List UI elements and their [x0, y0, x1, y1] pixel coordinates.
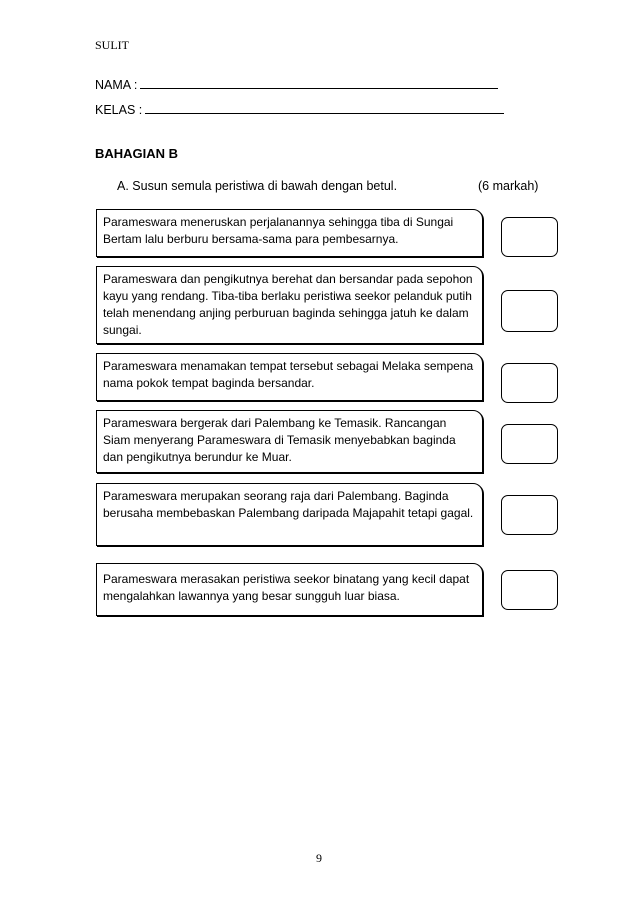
name-input-line[interactable] — [140, 76, 498, 89]
page-number: 9 — [316, 851, 322, 865]
event-box-4 — [96, 410, 483, 473]
event-box-5 — [96, 483, 483, 546]
answer-box-2[interactable] — [501, 290, 558, 332]
classification-label: SULIT — [95, 38, 129, 52]
answer-box-1[interactable] — [501, 217, 558, 257]
event-text-5: Parameswara merupakan seorang raja dari Palembang. Baginda berusaha membebaskan Palembang daripada Majapahit tetapi gagal. — [103, 489, 474, 520]
event-box-2 — [96, 266, 483, 344]
event-box-6 — [96, 563, 483, 616]
event-text-4: Parameswara bergerak dari Palembang ke Temasik. Rancangan Siam menyerang Parameswara di Temasik menyebabkan baginda dan pengikutnya berundur ke Muar. — [103, 416, 456, 464]
marks-label: (6 markah) — [478, 179, 539, 193]
answer-box-4[interactable] — [501, 424, 558, 464]
event-text-1: Parameswara meneruskan perjalanannya sehingga tiba di Sungai Bertam lalu berburu bersama-sama para pembesarnya. — [103, 215, 454, 246]
answer-box-6[interactable] — [501, 570, 558, 610]
event-box-3 — [96, 353, 483, 401]
instruction-text: A. Susun semula peristiwa di bawah dengan betul. — [117, 179, 398, 193]
event-text-6: Parameswara merasakan peristiwa seekor binatang yang kecil dapat mengalahkan lawannya yang besar sungguh luar biasa. — [103, 572, 470, 603]
event-box-1 — [96, 209, 483, 257]
section-title: BAHAGIAN B — [95, 146, 179, 161]
class-label: KELAS : — [95, 103, 143, 117]
answer-box-5[interactable] — [501, 495, 558, 535]
name-field[interactable] — [95, 76, 498, 92]
answer-box-3[interactable] — [501, 363, 558, 403]
event-text-2: Parameswara dan pengikutnya berehat dan bersandar pada sepohon kayu yang rendang. Tiba-tiba berlaku peristiwa seekor pelanduk putih telah menendang anjing perburuan baginda sehingga jatuh ke dalam sungai. — [103, 272, 473, 337]
name-label: NAMA : — [95, 78, 138, 92]
class-input-line[interactable] — [145, 101, 504, 114]
class-field[interactable] — [95, 101, 504, 117]
event-text-3: Parameswara menamakan tempat tersebut sebagai Melaka sempena nama pokok tempat baginda bersandar. — [103, 359, 474, 390]
